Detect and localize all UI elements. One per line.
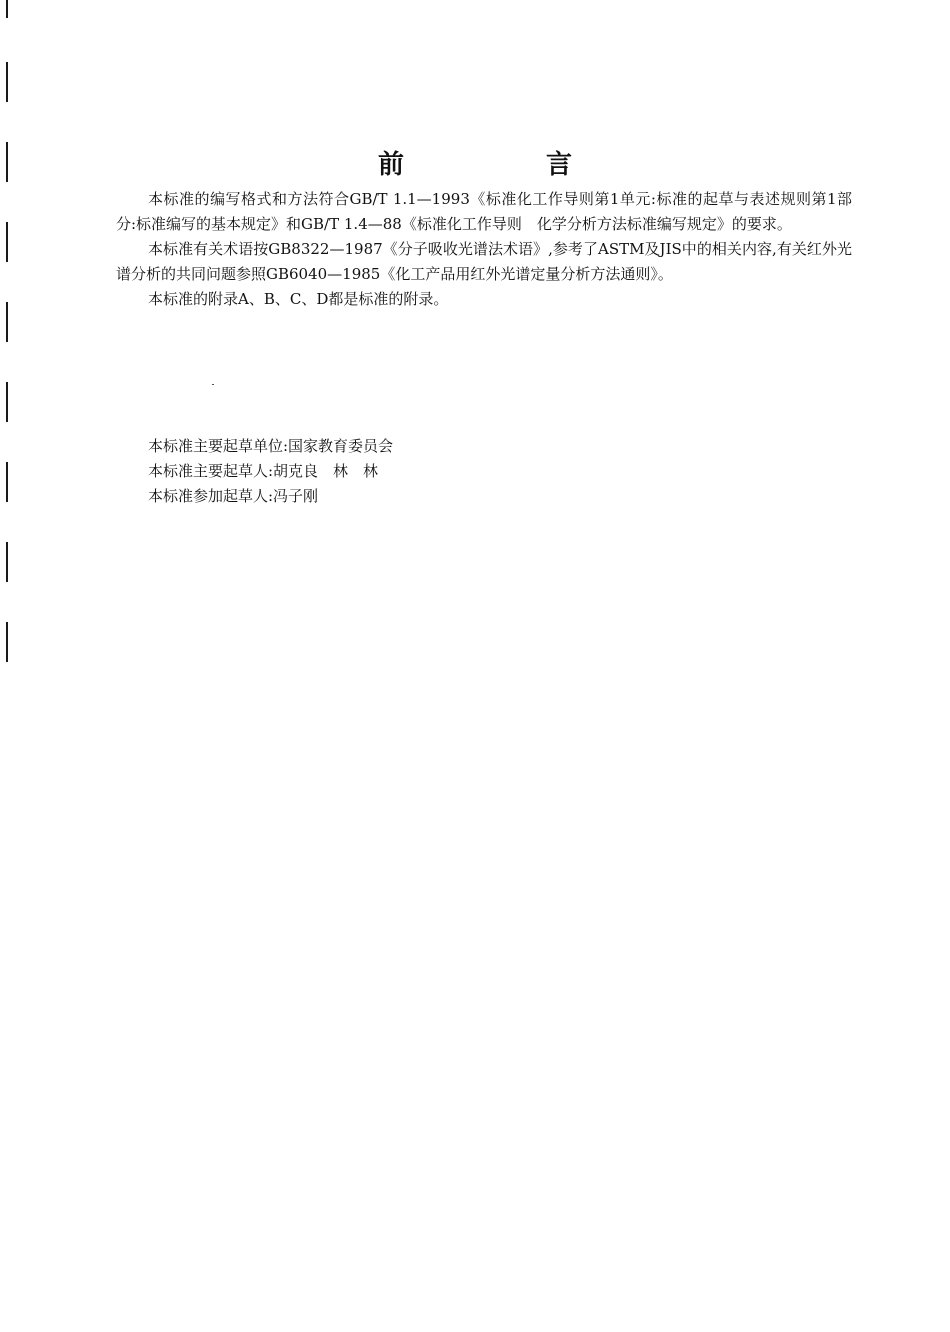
- binding-mark: [6, 222, 8, 262]
- binding-mark: [6, 302, 8, 342]
- drafting-info: [148, 434, 393, 509]
- binding-mark: [6, 622, 8, 662]
- page-title: 前 言: [377, 150, 630, 181]
- main-drafters: 本标准主要起草人:胡克良 林 林: [148, 462, 379, 480]
- paragraph-format: 本标准的编写格式和方法符合GB/T 1.1—1993《标准化工作导则第1单元:标准的起草与表述规则第1部分:标准编写的基本规定》和GB/T 1.4—88《标准化工作导则 化学分析方法标准编写规定》的要求。: [116, 190, 852, 233]
- binding-mark: [6, 462, 8, 502]
- foreword-body: [116, 187, 852, 312]
- binding-mark: [6, 0, 8, 18]
- binding-mark: [6, 542, 8, 582]
- binding-mark: [6, 62, 8, 102]
- binding-mark: [6, 382, 8, 422]
- drafting-unit: 本标准主要起草单位:国家教育委员会: [148, 437, 394, 455]
- paragraph-terminology: 本标准有关术语按GB8322—1987《分子吸收光谱法术语》,参考了ASTM及JIS中的相关内容,有关红外光谱分析的共同问题参照GB6040—1985《化工产品用红外光谱定量分析方法通则》。: [116, 240, 852, 283]
- paragraph-appendix: 本标准的附录A、B、C、D都是标准的附录。: [148, 290, 449, 308]
- participating-drafters: 本标准参加起草人:冯子刚: [148, 487, 319, 505]
- scan-speck: [212, 384, 214, 385]
